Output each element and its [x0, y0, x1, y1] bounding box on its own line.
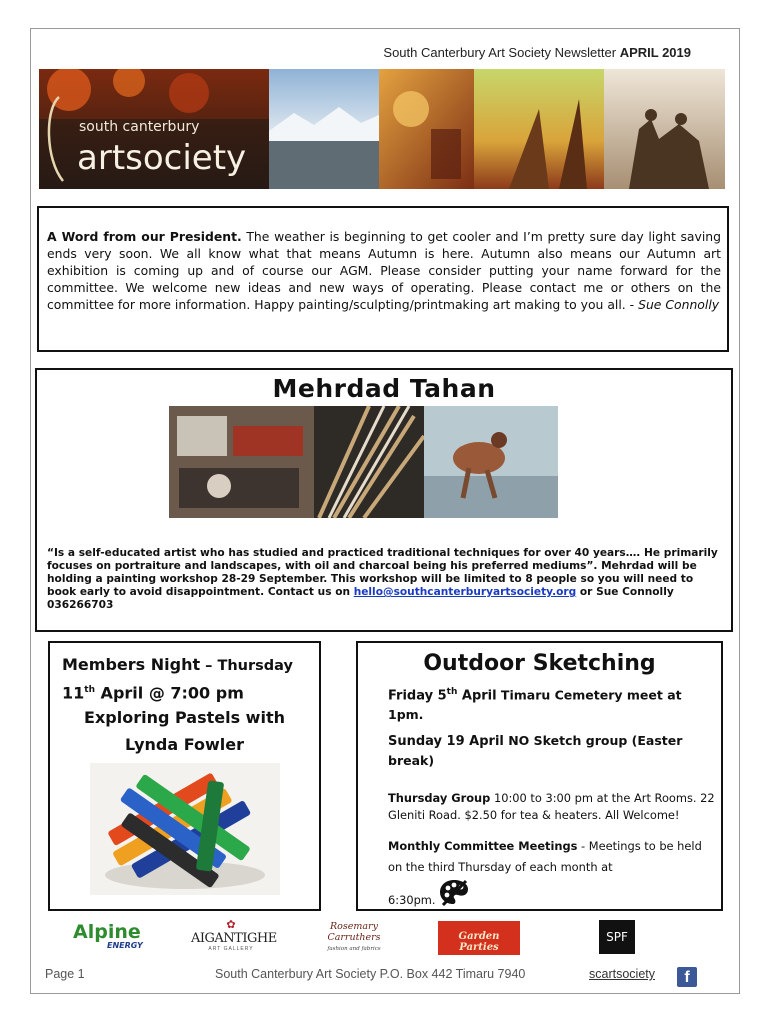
- friday-event: [388, 683, 718, 725]
- social-link[interactable]: scartsociety: [589, 967, 655, 981]
- contact-email-link[interactable]: hello@southcanterburyartsociety.org: [353, 586, 577, 598]
- page-number: Page 1: [45, 967, 85, 981]
- sponsor-logos: [31, 917, 741, 963]
- artist-quote-text: “Is a self-educated artist who has studied and practiced traditional techniques for over 40 years…. He primarily focuses on portraiture and landscapes, with oil and charcoal being his preferred mediums”. Mehrdad will be holding a painting workshop 28-29 September. This workshop will be limited to 8 people so you will need to book early to avoid disappointment. Contact us on: [47, 547, 718, 598]
- committee-label: Monthly Committee Meetings: [388, 839, 578, 853]
- committee-meetings: [388, 836, 718, 911]
- president-body: The weather is beginning to get cooler and I’m pretty sure day light saving ends very soon. We all know what that means Autumn is here. Autumn also means our Autumn art exhibition is coming up and of course our AGM. Please consider putting your name forward for the committee. We welcome new ideas and new ways of operating. Please contact me or others on the committee for more information. Happy painting/sculpting/printmaking art making to you all. -: [47, 229, 721, 312]
- featured-artist-name: Mehrdad Tahan: [272, 374, 496, 403]
- artist-quote: [47, 547, 719, 612]
- rosemary-carruthers-logo: Rosemary Carruthers fashion and fabrics: [327, 921, 381, 952]
- garden-parties-logo: Garden Parties: [438, 921, 520, 955]
- newsletter-header: [31, 45, 691, 60]
- thursday-group-details: 10:00 to 3:00 pm at the Art Rooms. 22 Gleniti Road. $2.50 for tea & heaters. All Welcome!: [388, 791, 715, 822]
- members-night-topic: [50, 704, 319, 758]
- friday-month: April: [457, 688, 497, 704]
- members-night-day: 11: [62, 683, 85, 703]
- president-heading: A Word from our President.: [47, 229, 242, 244]
- banner-image: [39, 69, 725, 189]
- committee-time: 6:30pm.: [388, 893, 436, 907]
- banner-logo-top: south canterbury: [79, 119, 200, 135]
- newsletter-title: South Canterbury Art Society Newsletter: [383, 45, 617, 60]
- members-night-weekday: – Thursday: [200, 658, 293, 674]
- friday-day-suffix: th: [446, 687, 458, 697]
- alpine-energy-logo: Alpine ENERGY: [73, 921, 143, 950]
- members-night-box: [48, 641, 321, 911]
- outdoor-sketching-box: [356, 641, 723, 911]
- pastels-image: [90, 763, 280, 895]
- members-night-day-suffix: th: [84, 685, 95, 695]
- page-footer: [31, 963, 741, 987]
- thursday-group: [388, 790, 718, 824]
- committee-details: - Meetings to be held on the third Thursday of each month at: [388, 839, 702, 874]
- president-signature: Sue Connolly: [638, 297, 720, 312]
- contact-tail: or Sue Connolly 036266703: [47, 586, 674, 611]
- newsletter-page: [30, 28, 740, 994]
- sunday-details: NO Sketch group (Easter break): [388, 733, 683, 768]
- aigantighe-logo: ✿ AIGANTIGHE ART GALLERY: [191, 919, 277, 952]
- banner-logo-main: artsociety: [77, 138, 247, 178]
- friday-day: Friday 5: [388, 688, 447, 704]
- spf-logo: SPF: [599, 920, 635, 954]
- sunday-date: Sunday 19 April: [388, 734, 504, 749]
- friday-details: Timaru Cemetery meet at 1pm.: [388, 687, 682, 723]
- outdoor-sketching-title: Outdoor Sketching: [423, 651, 656, 676]
- members-night-time: April @ 7:00 pm: [94, 683, 244, 703]
- members-night-presenter: Lynda Fowler: [124, 735, 245, 754]
- facebook-icon[interactable]: f: [677, 967, 697, 987]
- featured-artist: [35, 368, 733, 632]
- footer-address: South Canterbury Art Society P.O. Box 442 Timaru 7940: [215, 967, 526, 981]
- aigantighe-flower-icon: ✿: [226, 919, 236, 931]
- members-night-label: Members Night: [62, 655, 201, 674]
- sunday-event: [388, 731, 718, 771]
- president-message: [37, 206, 729, 352]
- palette-icon: [439, 878, 469, 906]
- thursday-group-label: Thursday Group: [388, 791, 491, 805]
- members-night-when: [62, 653, 293, 705]
- artist-paintings-image: [169, 406, 558, 518]
- newsletter-date: APRIL 2019: [619, 45, 691, 60]
- members-night-topic-line1: Exploring Pastels with: [84, 708, 285, 727]
